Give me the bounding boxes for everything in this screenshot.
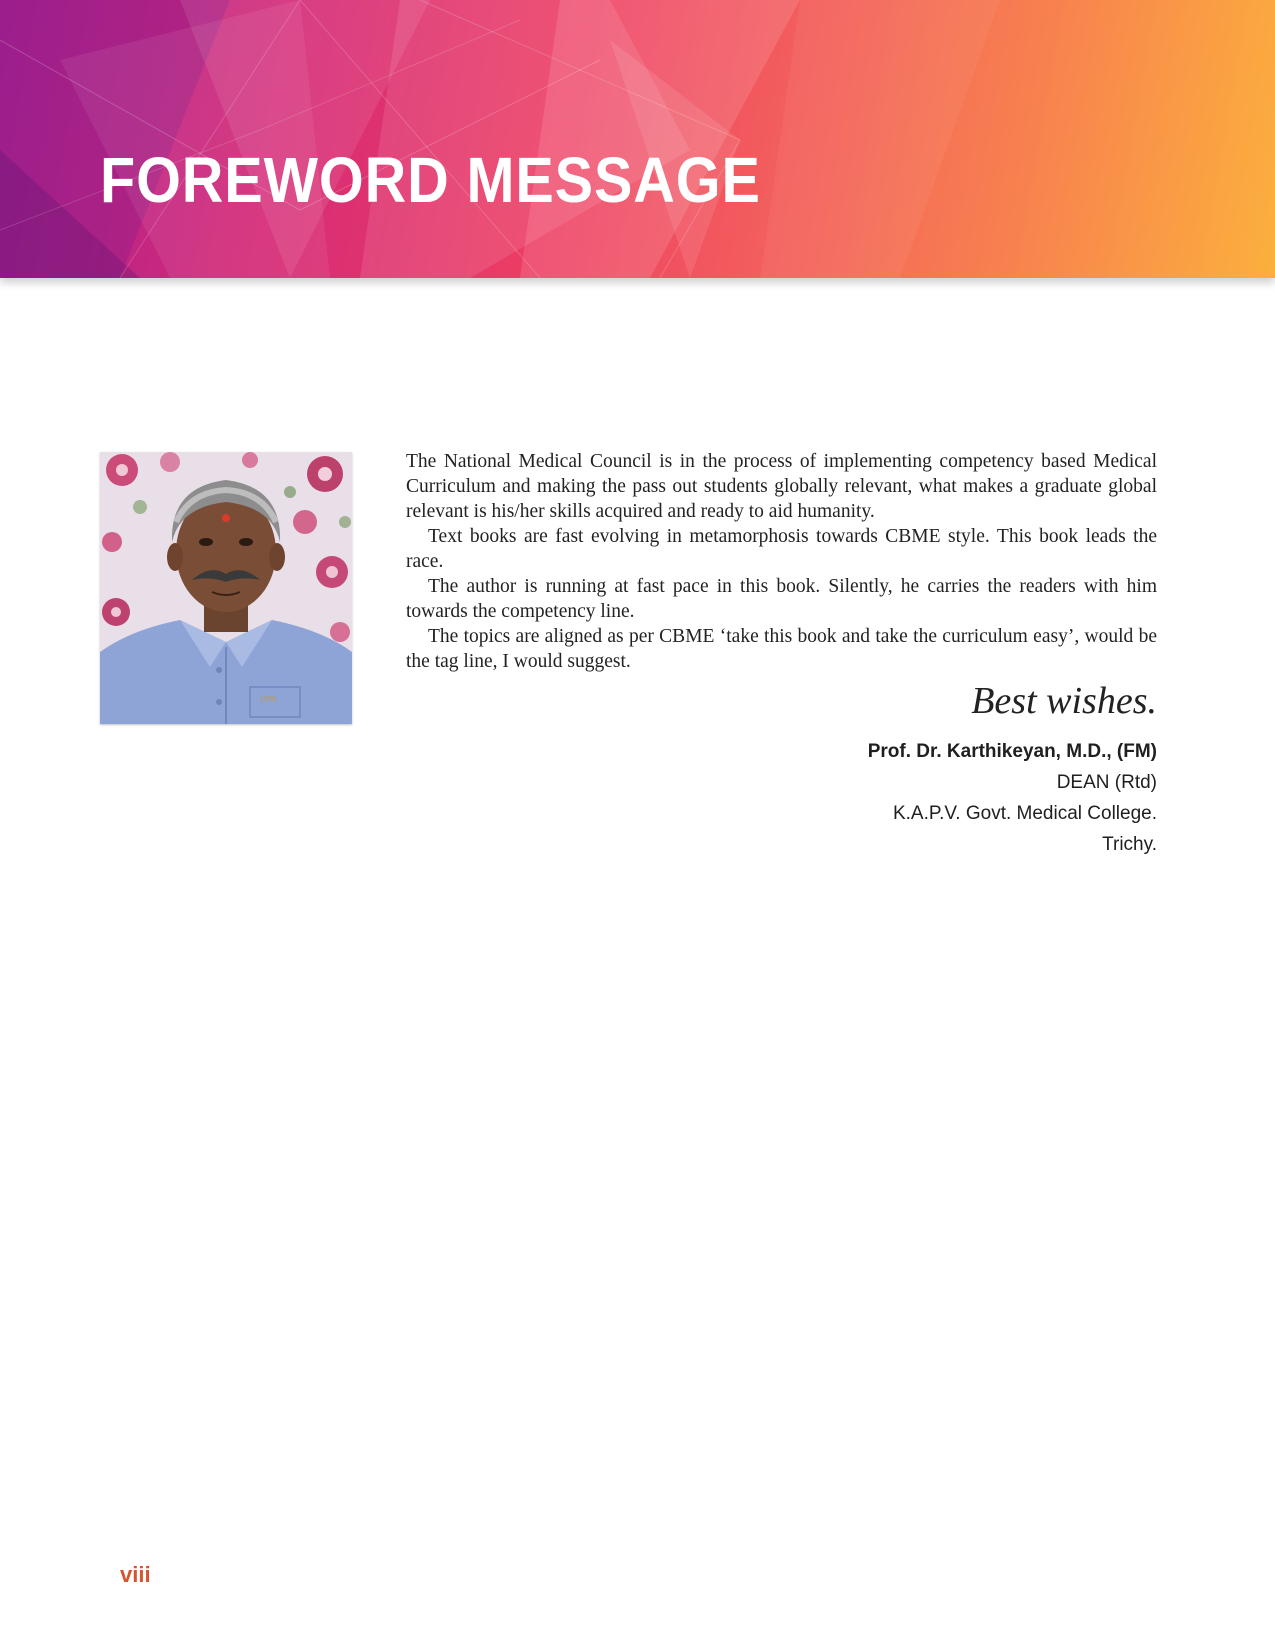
page-title: FOREWORD MESSAGE [100, 144, 761, 216]
signatory-position: DEAN (Rtd) [1056, 772, 1157, 793]
signatory-name: Prof. Dr. Karthikeyan, M.D., (FM) [867, 741, 1157, 762]
banner-geometric-pattern [0, 0, 1275, 278]
paragraph-4: The topics are aligned as per CBME ‘take this book and take the curriculum easy’, would be the tag line, I would suggest. [406, 626, 1157, 672]
foreword-body [406, 449, 1157, 674]
signature-block [868, 736, 1157, 860]
paragraph-2: Text books are fast evolving in metamorphosis towards CBME style. This book leads the race. [406, 526, 1157, 572]
paragraph-3: The author is running at fast pace in this book. Silently, he carries the readers with him towards the competency line. [406, 576, 1157, 622]
signatory-city: Trichy. [1102, 834, 1157, 855]
author-portrait-icon [100, 452, 352, 724]
paragraph-1: The National Medical Council is in the process of implementing competency based Medical Curriculum and making the pass out students globally relevant, what makes a graduate global relevant is his/her skills acquired and ready to aid humanity. [406, 451, 1157, 522]
header-banner [0, 0, 1275, 278]
shirt-pocket-text: UPN [260, 695, 277, 704]
closing-salutation: Best wishes. [971, 680, 1157, 722]
signatory-institution: K.A.P.V. Govt. Medical College. [892, 803, 1157, 824]
author-portrait [100, 452, 352, 724]
page-number: viii [120, 1562, 151, 1587]
